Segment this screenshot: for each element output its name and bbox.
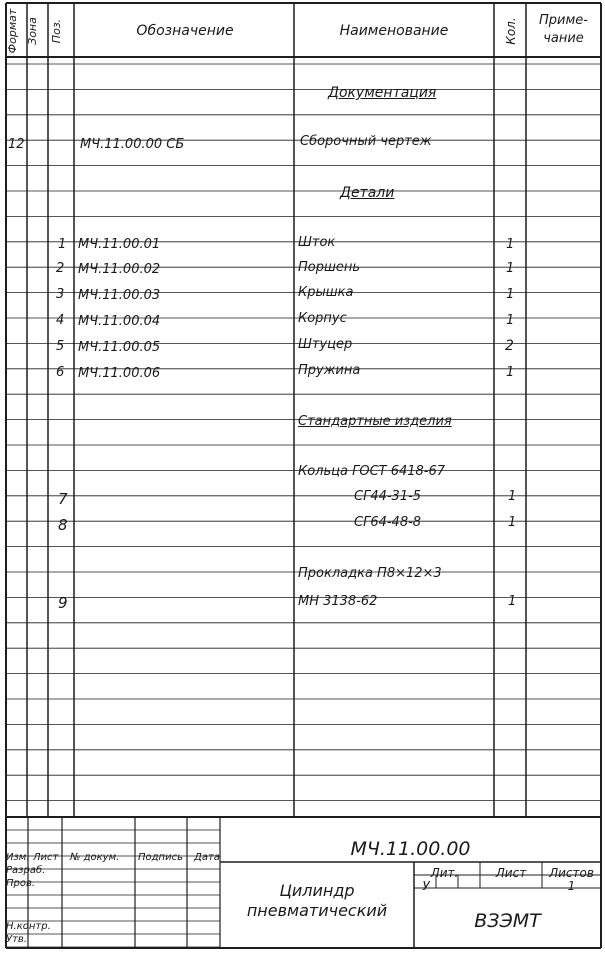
header-note-1: Приме- (539, 13, 588, 28)
row-designation: МЧ.11.00.00 СБ (80, 137, 185, 152)
lit-value: У (422, 879, 430, 893)
row-qty: 1 (506, 237, 515, 252)
col-list-label: Лист (33, 852, 59, 863)
role-utv: Утв. (6, 934, 27, 945)
header-note-2: чание (543, 31, 584, 46)
product-name-line1: Цилиндр (279, 881, 355, 900)
lit-label: Лит. (430, 866, 459, 880)
row-pos: 7 (58, 490, 68, 508)
row-name: МН 3138-62 (298, 594, 378, 609)
row-name: Пружина (298, 363, 361, 378)
row-designation: МЧ.11.00.03 (78, 288, 161, 303)
row-name: Штуцер (298, 337, 353, 352)
row-designation: МЧ.11.00.04 (78, 314, 161, 329)
row-name: Сборочный чертеж (300, 134, 432, 149)
role-nkontr: Н.контр. (6, 921, 51, 932)
row-qty: 1 (506, 261, 515, 276)
row-pos: 9 (58, 594, 68, 612)
role-prov: Пров. (6, 878, 36, 889)
row-qty: 1 (506, 365, 515, 380)
row-name: Поршень (298, 260, 361, 275)
row-name: СГ64-48-8 (354, 515, 422, 530)
row-qty: 1 (508, 594, 517, 609)
col-izm-label: Изм. (6, 852, 30, 863)
row-name: Корпус (298, 311, 347, 326)
row-name: Крышка (298, 285, 354, 300)
row-pos: 8 (58, 516, 68, 534)
header-designation: Обозначение (136, 23, 234, 39)
row-name: Кольца ГОСТ 6418-67 (298, 464, 446, 479)
row-qty: 1 (508, 489, 517, 504)
row-qty: 1 (508, 515, 517, 530)
row-qty: 2 (505, 338, 514, 354)
row-format: 12 (8, 137, 25, 152)
row-designation: МЧ.11.00.01 (78, 237, 161, 252)
document-code: МЧ.11.00.00 (350, 838, 471, 860)
row-designation: МЧ.11.00.02 (78, 262, 161, 277)
header-qty: Кол. (504, 17, 518, 45)
header-name: Наименование (339, 23, 449, 39)
row-name: СГ44-31-5 (354, 489, 422, 504)
section-title: Документация (328, 85, 437, 101)
listov-value: 1 (567, 879, 576, 893)
row-designation: МЧ.11.00.06 (78, 366, 161, 381)
section-title: Стандартные изделия (298, 414, 452, 429)
header-pos: Поз. (50, 18, 63, 44)
row-name: Прокладка П8×12×3 (298, 566, 442, 581)
col-sign-label: Подпись (138, 852, 183, 863)
row-pos: 5 (56, 339, 65, 354)
organization-label: ВЗЭМТ (474, 910, 541, 932)
row-pos: 3 (56, 287, 65, 302)
product-name-line2: пневматический (246, 901, 388, 920)
row-designation: МЧ.11.00.05 (78, 340, 161, 355)
header-format: Формат (6, 8, 19, 54)
listov-label: Листов (549, 866, 594, 880)
row-pos: 2 (56, 261, 65, 276)
row-pos: 6 (56, 365, 65, 380)
row-qty: 1 (506, 287, 515, 302)
row-qty: 1 (506, 313, 515, 328)
row-pos: 1 (58, 237, 67, 252)
header-zone: Зона (26, 17, 39, 45)
col-doc-no-label: № докум. (70, 852, 120, 863)
row-pos: 4 (56, 313, 65, 328)
row-name: Шток (298, 235, 336, 250)
col-date-label: Дата (194, 852, 220, 863)
section-title: Детали (340, 185, 395, 201)
list-label: Лист (495, 866, 527, 880)
role-razrab: Разраб. (6, 865, 46, 876)
